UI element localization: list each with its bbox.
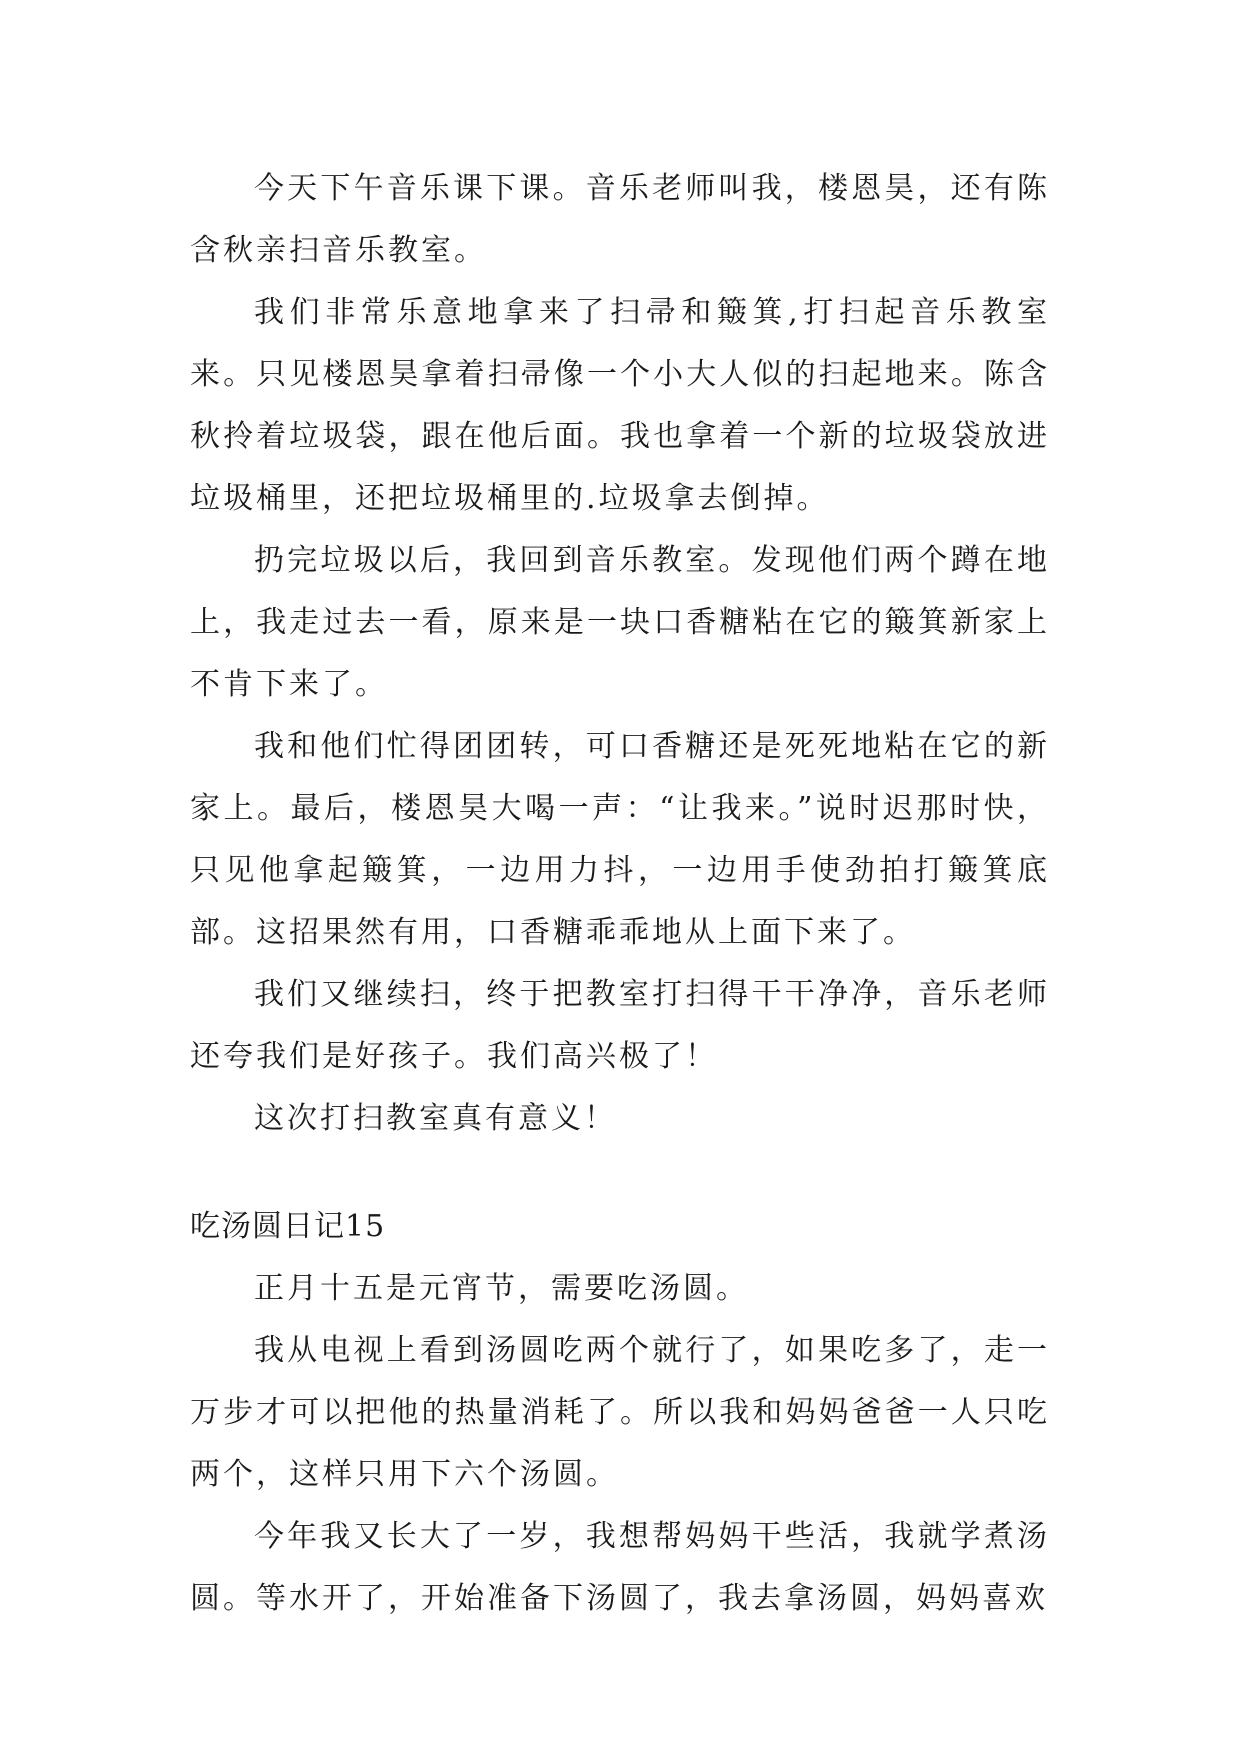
paragraph-8: 我从电视上看到汤圆吃两个就行了，如果吃多了，走一万步才可以把他的热量消耗了。所以我和妈妈爸爸一人只吃两个，这样只用下六个汤圆。 xyxy=(190,1333,1050,1492)
paragraph-4: 我和他们忙得团团转，可口香糖还是死死地粘在它的新家上。最后，楼恩昊大喝一声：“让我来。”说时迟那时快，只见他拿起簸箕，一边用力抖，一边用手使劲拍打簸箕底部。这招果然有用，口香糖乖乖地从上面下来了。 xyxy=(190,729,1050,950)
paragraph-7: 正月十五是元宵节，需要吃汤圆。 xyxy=(254,1271,749,1306)
paragraph-2: 我们非常乐意地拿来了扫帚和簸箕,打扫起音乐教室来。只见楼恩昊拿着扫帚像一个小大人似的扫起地来。陈含秋拎着垃圾袋，跟在他后面。我也拿着一个新的垃圾袋放进垃圾桶里，还把垃圾桶里的.垃圾拿去倒掉。 xyxy=(190,295,1050,516)
paragraph-9: 今年我又长大了一岁，我想帮妈妈干些活，我就学煮汤圆。等水开了，开始准备下汤圆了，我去拿汤圆，妈妈喜欢 xyxy=(190,1519,1050,1616)
document-page xyxy=(190,158,1050,1630)
paragraph-3: 扔完垃圾以后，我回到音乐教室。发现他们两个蹲在地上，我走过去一看，原来是一块口香糖粘在它的簸箕新家上不肯下来了。 xyxy=(190,543,1050,702)
paragraph-5: 我们又继续扫，终于把教室打扫得干干净净，音乐老师还夸我们是好孩子。我们高兴极了！ xyxy=(190,977,1050,1074)
paragraph-6: 这次打扫教室真有意义！ xyxy=(254,1101,617,1136)
paragraph-1: 今天下午音乐课下课。音乐老师叫我，楼恩昊，还有陈含秋亲扫音乐教室。 xyxy=(190,171,1050,268)
section-title: 吃汤圆日记15 xyxy=(190,1209,386,1244)
